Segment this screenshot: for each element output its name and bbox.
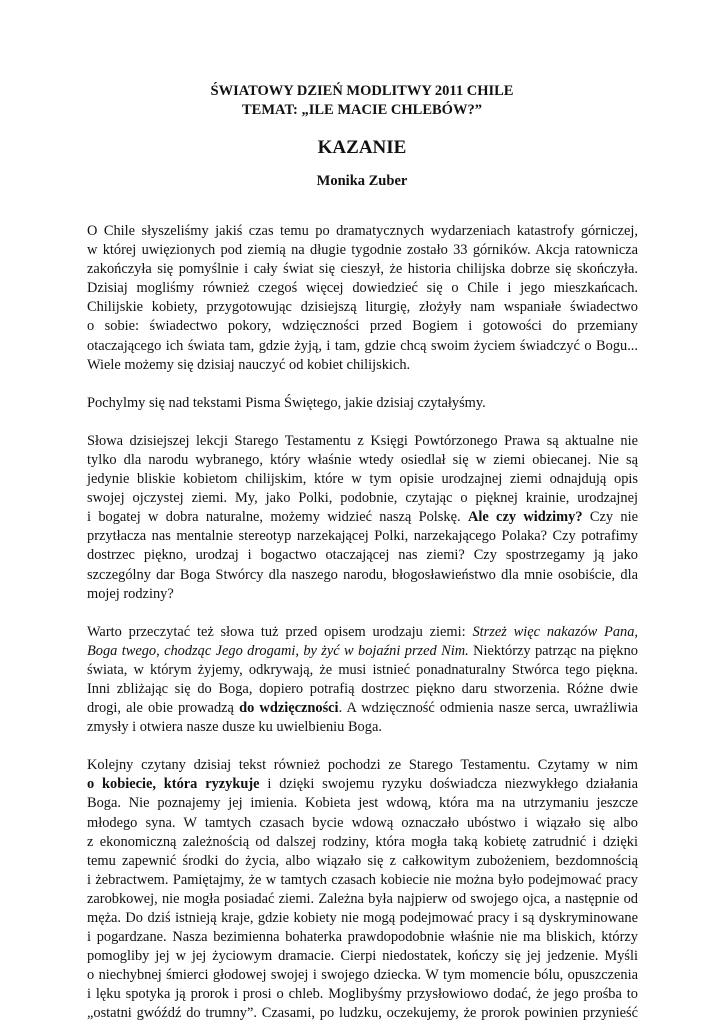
text-line: świata, w którym żyjemy, odkrywają, że musi istnieć ponadnaturalny Stwórca tego piękna. (87, 661, 638, 678)
text-line-mixed (87, 699, 638, 718)
bold-question: Ale czy widzimy? (467, 509, 583, 526)
text-line-mixed (87, 623, 638, 642)
text-line: szczególny dar Boga Stwórcy dla naszego narodu, błogosławieństwo dla mnie osobiście, dla (87, 566, 638, 583)
text-line: zarobkowej, nie mogła posiadać ziemi. Zależna była najpierw od swojego ojca, a następnie od (87, 890, 638, 907)
text-segment: Warto przeczytać też słowa tuż przed opisem urodzaju ziemi: (87, 623, 466, 640)
text-line: Wiele możemy się dzisiaj nauczyć od kobiet chilijskich. (87, 356, 411, 373)
paragraph-5 (87, 756, 638, 1023)
text-line-mixed (87, 508, 638, 527)
sermon-title: KAZANIE (317, 137, 407, 158)
text-segment: . A wdzięczność odmienia nasze serca, uwrażliwia (338, 700, 638, 717)
text-line: dostrzec piękno, urodzaj i bogactwo otaczającej nas ziemi? Czy spostrzegamy ją jako (87, 547, 638, 564)
text-line: Chilijskie kobiety, przygotowując dzisiejszą liturgię, złożyły nam wspaniałe świadectwo (87, 299, 638, 316)
text-line: temu zapewnić środki do życia, albo wiązało się z całkowitym zubożeniem, bezdomnością (87, 852, 638, 869)
author-name: Monika Zuber (316, 173, 408, 189)
text-line: tylko dla narodu wybranego, który właśnie wtedy osiedlał się w ziemi obiecanej. Nie są (87, 451, 638, 468)
text-line: swojej ojczystej ziemi. My, jako Polki, podobnie, czytając o pięknej krainie, urodzajnej (87, 490, 638, 507)
text-line: Pochylmy się nad tekstami Pisma Świętego, jakie dzisiaj czytałyśmy. (87, 394, 486, 411)
text-line: mojej rodziny? (87, 585, 174, 602)
text-line: pomogliby jej w jej życiowym dramacie. Cierpi niedostatek, kończy się jej jedzenie. Myśli (87, 948, 638, 965)
text-line: Kolejny czytany dzisiaj tekst również pochodzi ze Starego Testamentu. Czytamy w nim (87, 757, 638, 774)
text-segment: i dzięki swojemu ryzyku doświadcza niezwykłego działania (267, 776, 638, 793)
text-line: o niechybnej śmierci głodowej swojej i swojego dziecka. W tym momencie bólu, opuszczenia (87, 967, 638, 984)
text-line-mixed (87, 775, 638, 794)
text-segment: Czy nie (589, 509, 638, 526)
text-line: Inni zbliżając się do Boga, dopiero potrafią dostrzec piękno daru stworzenia. Różne dwie (87, 680, 638, 697)
text-line: o sobie: świadectwo pokory, wdzięczności przed Bogiem i gotowości do przemiany (87, 318, 638, 335)
text-line: otaczającego ich świata tam, gdzie żyją, i tam, gdzie chcą swoim życiem świadczyć o Bogu... (87, 337, 638, 354)
topic-title: TEMAT: „ILE MACIE CHLEBÓW?” (242, 102, 482, 118)
text-line: przytłacza nas mentalnie stereotyp narzekającej Polki, narzekającego Polaka? Czy potrafimy (87, 528, 638, 545)
text-line: „ostatni gwóźdź do trumny”. Czasami, po ludzku, oczekujemy, że prorok powinien przynieść (87, 1005, 638, 1022)
text-line: i pogardzane. Nasza bezimienna bohaterka prawdopodobnie właśnie nie ma bliskich, którzy (87, 929, 638, 946)
bold-phrase: do wdzięczności (239, 700, 339, 717)
text-line: i żebractwem. Pamiętajmy, że w tamtych czasach kobiecie nie można było podejmować pracy (87, 871, 638, 888)
sermon-body (87, 222, 638, 1024)
text-line: w której uwięzionych pod ziemią na długie tygodnie zostało 33 górników. Akcja ratownicza (87, 242, 638, 259)
paragraph-2 (87, 394, 638, 413)
event-title: ŚWIATOWY DZIEŃ MODLITWY 2011 CHILE (210, 83, 514, 99)
bold-phrase: o kobiecie, która ryzykuje (87, 776, 260, 793)
text-line-mixed (87, 642, 638, 661)
italic-quote: Strzeż więc nakazów Pana, (472, 623, 639, 640)
text-line: i lęku spotyka ją prorok i prosi o chleb. Moglibyśmy przysłowiowo dodać, że jego prośba to (87, 986, 638, 1003)
text-segment: drogi, ale obie prowadzą (87, 700, 234, 717)
text-segment: Niektórzy patrząc na piękno (473, 642, 638, 659)
text-segment: i bogatej w dobra naturalne, możemy widzieć naszą Polskę. (87, 509, 461, 526)
text-line: jedynie bliskie kobietom chilijskim, które w tym opisie urodzajnej ziemi odnajdują opis (87, 471, 638, 488)
italic-quote: Boga twego, chodząc Jego drogami, by żyć w bojaźni przed Nim. (87, 642, 469, 659)
paragraph-3 (87, 432, 638, 604)
text-line: Boga. Nie poznajemy jej imienia. Kobieta jest wdową, która ma na utrzymaniu jeszcze (87, 795, 638, 812)
text-line: zmysły i otwiera nasze dusze ku uwielbieniu Boga. (87, 719, 382, 736)
text-line: z ekonomiczną zależnością od dalszej rodziny, która mogła taką kobietę zatrudnić i dzięki (87, 833, 638, 850)
text-line: męża. Do dziś istnieją kraje, gdzie kobiety nie mogą podejmować pracy i są dyskryminowane (87, 910, 638, 926)
text-line: Słowa dzisiejszej lekcji Starego Testamentu z Księgi Powtórzonego Prawa są aktualne nie (87, 432, 638, 449)
paragraph-4 (87, 623, 638, 738)
text-line: młodego syna. W tamtych czasach bycie wdową oznaczało ubóstwo i wiązało się albo (87, 814, 638, 831)
text-line: O Chile słyszeliśmy jakiś czas temu po dramatycznych wydarzeniach katastrofy górniczej, (87, 223, 638, 239)
text-line: Dzisiaj mogliśmy również czegoś więcej dowiedzieć się o Chile i jego mieszkańcach. (87, 280, 638, 297)
text-line: zakończyła się pomyślnie i cały świat się cieszył, że historia chilijska dobrze się skończyła. (87, 261, 638, 278)
paragraph-1 (87, 222, 638, 375)
